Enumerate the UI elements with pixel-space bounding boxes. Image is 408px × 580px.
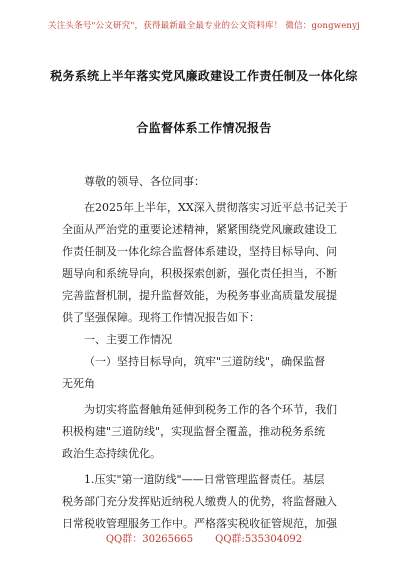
footer-qq-groups: [0, 533, 408, 547]
section-heading: 一、主要工作情况: [84, 333, 172, 346]
paragraph-line: 1.压实"第一道防线"——日常管理监督责任。基层: [84, 473, 325, 486]
paragraph-line: 全面从严治党的重要论述精神，紧紧围绕党风廉政建设工: [62, 223, 337, 236]
document-title-line-2: 合监督体系工作情况报告: [136, 121, 272, 135]
subsection-heading-cont: 无死角: [62, 377, 95, 390]
paragraph-line: 税务部门充分发挥贴近纳税人缴费人的优势，将监督融入: [62, 495, 337, 508]
paragraph-line: 为切实将监督触角延伸到税务工作的各个环节，我们: [84, 403, 337, 416]
paragraph-line: 题导向和系统导向，积极探索创新，强化责任担当，不断: [62, 267, 337, 280]
salutation: 尊敬的领导、各位同事：: [84, 175, 205, 188]
footer-qq-group-2: QQ群:535304092: [215, 534, 303, 545]
paragraph-line: 完善监督机制，提升监督效能，为税务事业高质量发展提: [62, 289, 337, 302]
document-body: [62, 171, 352, 535]
paragraph-line: 政治生态持续优化。: [62, 447, 161, 460]
paragraph-line: 供了坚强保障。现将工作情况报告如下：: [62, 311, 260, 324]
header-banner: 关注头条号"公文研究"，获得最新最全最专业的公文资料库！ 微信：gongwenyj: [48, 21, 360, 31]
paragraph-line: 日常税收管理服务工作中。严格落实税收征管规范，加强: [62, 517, 337, 530]
footer-qq-group-1: QQ群：30265665: [105, 534, 194, 545]
paragraph-line: 作责任制及一体化综合监督体系建设，坚持目标导向、问: [62, 245, 337, 258]
document-title-line-1: 税务系统上半年落实党风廉政建设工作责任制及一体化综: [50, 69, 358, 83]
subsection-heading: （一）坚持目标导向，筑牢"三道防线"，确保监督: [84, 355, 326, 368]
paragraph-line: 在2025年上半年，XX深入贯彻落实习近平总书记关于: [84, 201, 348, 214]
paragraph-line: 积极构建"三道防线"，实现监督全覆盖，推动税务系统: [62, 425, 326, 438]
